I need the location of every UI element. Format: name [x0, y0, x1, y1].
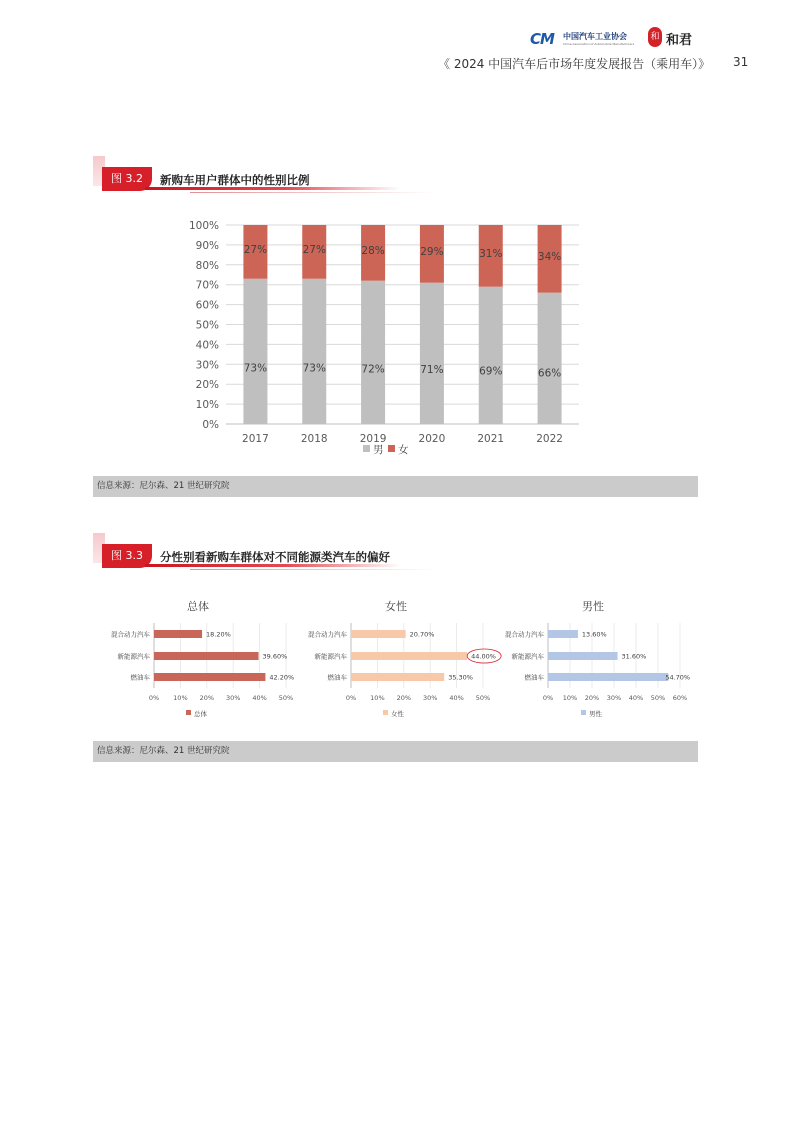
- data-label: 31.60%: [621, 652, 647, 661]
- y-tick-label: 50%: [195, 319, 219, 332]
- gender-ratio-chart: [0, 0, 793, 470]
- figure-3-2-title: 新购车用户群体中的性别比例: [160, 173, 310, 187]
- figure-3-3-tag: 图 3.3: [102, 544, 152, 568]
- data-label: 27%: [243, 243, 268, 256]
- bar: [154, 673, 265, 681]
- category-label: 新能源汽车: [511, 652, 544, 661]
- x-tick-label: 2020: [418, 433, 446, 445]
- figure-3-3-underline: [145, 564, 400, 567]
- legend-label: 男性: [589, 710, 602, 718]
- bar-male: [243, 279, 267, 424]
- figure-3-3-underline-thin: [190, 569, 440, 570]
- data-label: 54.70%: [665, 673, 691, 682]
- bar-male: [420, 283, 444, 424]
- category-label: 混合动力汽车: [308, 630, 347, 639]
- x-tick-label: 20%: [584, 694, 600, 702]
- data-label: 73%: [302, 362, 326, 375]
- category-label: 燃油车: [130, 673, 150, 682]
- figure-3-3-title: 分性别看新购车群体对不同能源类汽车的偏好: [160, 550, 390, 564]
- x-tick-label: 20%: [396, 694, 412, 702]
- data-label: 71%: [420, 364, 444, 377]
- category-label: 混合动力汽车: [111, 630, 150, 639]
- bar: [351, 630, 406, 638]
- data-label: 72%: [361, 363, 385, 376]
- data-label: 42.20%: [269, 673, 295, 682]
- y-tick-label: 80%: [195, 259, 219, 272]
- data-label: 69%: [479, 365, 503, 378]
- data-label: 34%: [537, 250, 562, 263]
- bar-male: [302, 279, 326, 424]
- y-tick-label: 10%: [195, 399, 219, 412]
- bar-male: [479, 287, 503, 424]
- x-tick-label: 10%: [370, 694, 385, 702]
- hejun-logo-name: 和君: [666, 33, 693, 48]
- category-label: 新能源汽车: [117, 652, 150, 661]
- data-label: 13.60%: [581, 630, 607, 639]
- x-tick-label: 30%: [606, 694, 622, 702]
- x-tick-label: 2019: [359, 433, 387, 445]
- x-tick-label: 40%: [252, 694, 267, 702]
- x-tick-label: 30%: [422, 694, 438, 702]
- data-label: 28%: [361, 244, 385, 257]
- page-number: 31: [733, 55, 749, 69]
- legend-label: 女: [398, 444, 409, 456]
- bar: [351, 652, 467, 660]
- bar-male: [361, 281, 385, 424]
- caam-logo-name: 中国汽车工业协会: [563, 32, 627, 41]
- bar: [548, 673, 668, 681]
- caam-logo-subtitle: China Association of Automobile Manufacturers: [563, 42, 635, 46]
- data-label: 27%: [302, 243, 326, 256]
- document-title: 《 2024 中国汽车后市场年度发展报告（乘用车）》: [438, 57, 711, 71]
- bar: [154, 630, 202, 638]
- x-tick-label: 20%: [199, 694, 215, 702]
- x-tick-label: 40%: [449, 694, 464, 702]
- category-label: 燃油车: [327, 673, 347, 682]
- legend-swatch: [581, 710, 586, 715]
- x-tick-label: 50%: [650, 694, 666, 702]
- data-label: 66%: [537, 367, 562, 380]
- x-tick-label: 0%: [542, 694, 554, 702]
- x-tick-label: 10%: [173, 694, 188, 702]
- x-tick-label: 0%: [148, 694, 160, 702]
- legend-label: 男: [373, 444, 384, 456]
- y-tick-label: 100%: [188, 220, 219, 232]
- x-tick-label: 10%: [562, 694, 578, 702]
- panel-title: 总体: [187, 600, 209, 613]
- y-tick-label: 20%: [195, 379, 219, 392]
- y-tick-label: 60%: [195, 299, 219, 312]
- y-tick-label: 90%: [195, 239, 219, 252]
- y-tick-label: 0%: [202, 419, 219, 431]
- figure-3-2-source: 信息来源：尼尔森、21 世纪研究院: [93, 476, 698, 497]
- figure-3-3-source: 信息来源：尼尔森、21 世纪研究院: [93, 741, 698, 762]
- x-tick-label: 2018: [300, 433, 328, 445]
- x-tick-label: 0%: [345, 694, 357, 702]
- legend-swatch: [383, 710, 388, 715]
- y-tick-label: 70%: [195, 279, 219, 292]
- legend-swatch-female: [388, 445, 395, 452]
- panel-title: 女性: [385, 600, 407, 613]
- y-tick-label: 40%: [195, 339, 219, 352]
- category-label: 混合动力汽车: [505, 630, 544, 639]
- x-tick-label: 50%: [278, 694, 294, 702]
- x-tick-label: 50%: [475, 694, 491, 702]
- caam-logo-mark: CM: [530, 30, 554, 48]
- category-label: 燃油车: [524, 673, 544, 682]
- y-tick-label: 30%: [195, 359, 219, 372]
- legend-label: 总体: [194, 710, 207, 718]
- data-label: 18.20%: [206, 630, 231, 639]
- x-tick-label: 2022: [536, 433, 563, 445]
- bar: [548, 630, 578, 638]
- legend-swatch-male: [363, 445, 370, 452]
- hejun-seal-icon: 和: [648, 27, 662, 47]
- x-tick-label: 40%: [628, 694, 644, 702]
- data-label: 39.60%: [262, 652, 288, 661]
- bar: [548, 652, 618, 660]
- x-tick-label: 60%: [672, 694, 688, 702]
- data-label: 20.70%: [409, 630, 435, 639]
- figure-3-2-tag: 图 3.2: [102, 167, 152, 191]
- data-label: 35.30%: [448, 673, 473, 682]
- data-label: 73%: [243, 362, 268, 375]
- bar: [351, 673, 444, 681]
- x-tick-label: 2021: [477, 433, 505, 445]
- category-label: 新能源汽车: [314, 652, 347, 661]
- bar: [154, 652, 259, 660]
- legend-label: 女性: [391, 710, 404, 718]
- x-tick-label: 30%: [225, 694, 241, 702]
- bar-male: [538, 293, 562, 424]
- panel-title: 男性: [582, 600, 604, 613]
- legend-swatch: [186, 710, 191, 715]
- data-label: 44.00%: [471, 652, 496, 661]
- x-tick-label: 2017: [242, 433, 269, 445]
- data-label: 31%: [479, 247, 503, 260]
- data-label: 29%: [420, 245, 444, 258]
- energy-preference-charts: [0, 590, 793, 730]
